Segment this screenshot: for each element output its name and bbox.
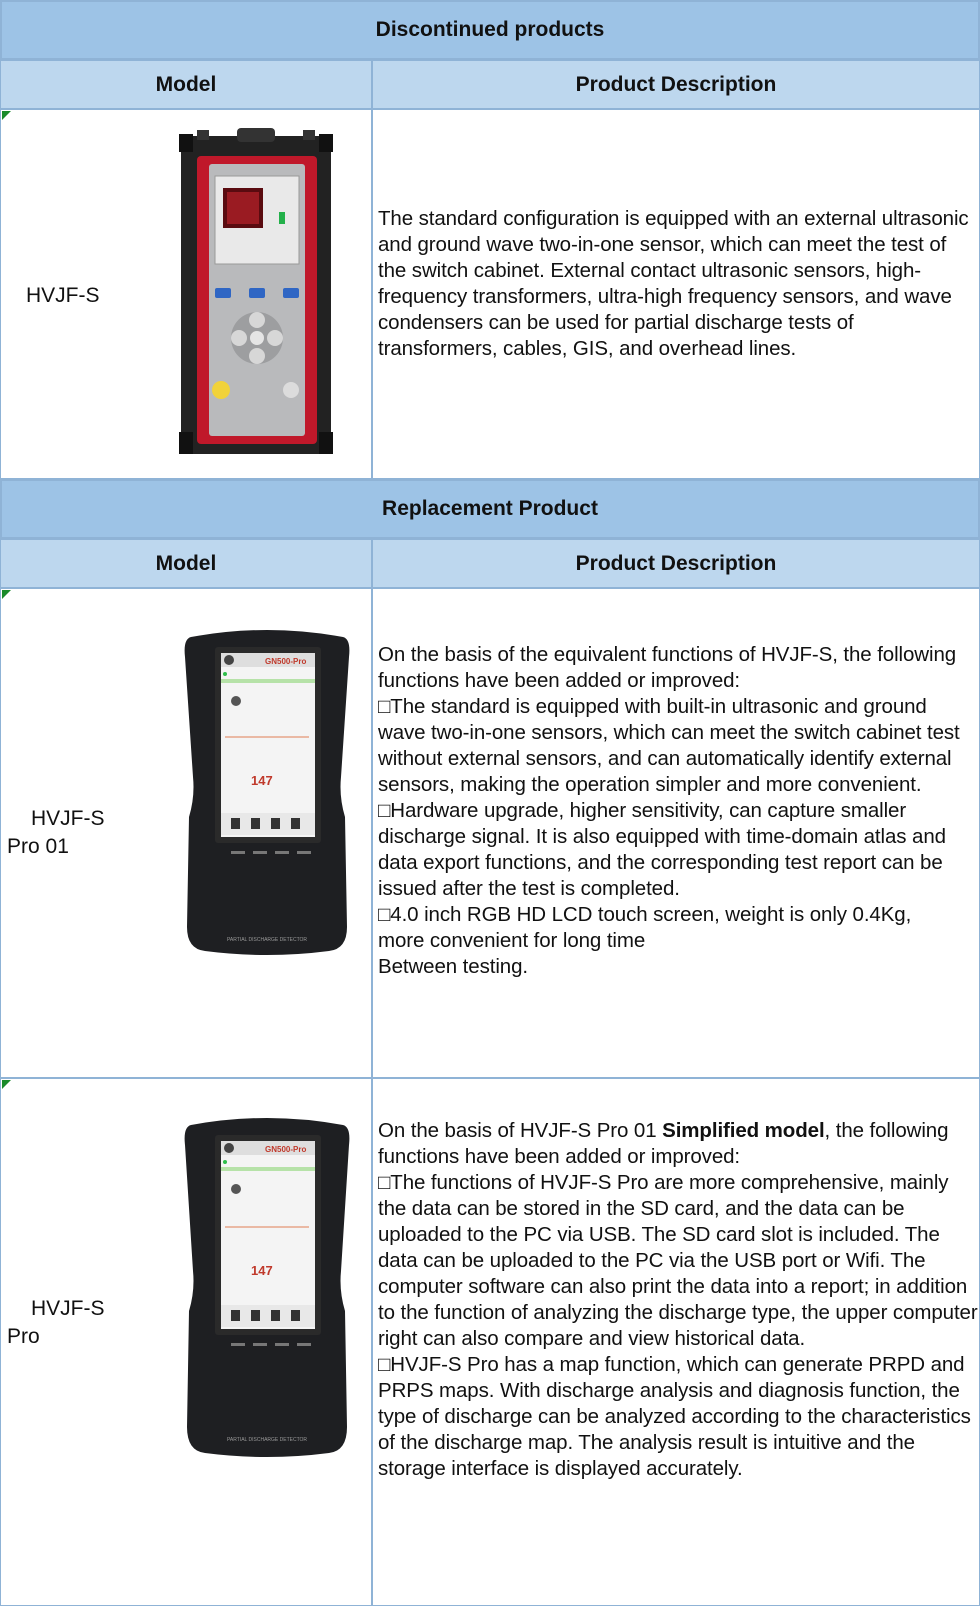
hvjf-s-pro-model-name: HVJF-S Pro <box>7 1297 105 1348</box>
hvjf-s-description-cell <box>372 109 980 479</box>
device-footer-label: PARTIAL DISCHARGE DETECTOR <box>226 1437 308 1443</box>
cell-marker-icon <box>2 590 11 599</box>
replacement-column-headers <box>0 539 980 588</box>
device-footer-label: PARTIAL DISCHARGE DETECTOR <box>226 937 308 943</box>
description-paragraph: □Hardware upgrade, higher sensitivity, can capture smaller discharge signal. It is also equipped with time-domain atlas and data export functions, and the corresponding test report can be issued after the test is completed. <box>378 799 946 900</box>
description-paragraph: □The functions of HVJF-S Pro are more comprehensive, mainly the data can be stored in the SD card, and the data can be uploaded to the PC via USB. The SD card slot is included. The data can be uploaded to the PC via the USB port or Wifi. The computer software can also print the data into a report; in addition to the function of analyzing the discharge type, the upper computer right can also compare and view historical data. <box>378 1171 978 1350</box>
cell-marker-icon <box>2 111 11 120</box>
screen-brand: GN500-Pro <box>265 657 307 666</box>
replacement-title: Replacement Product <box>382 497 598 520</box>
hvjf-s-pro-01-model-name: HVJF-S Pro 01 <box>7 807 105 858</box>
hvjf-s-model-name: HVJF-S <box>26 284 100 307</box>
description-paragraph: Between testing. <box>378 955 528 978</box>
discontinued-title: Discontinued products <box>375 18 605 41</box>
column-header-model: Model <box>0 60 372 109</box>
screen-reading: 147 <box>251 1263 273 1278</box>
description-paragraph: □The standard is equipped with built-in ultrasonic and ground wave two-in-one sensors, which can meet the switch cabinet test without external sensors, and can automatically identify external sensors, making the operation simpler and more convenient. <box>378 695 960 796</box>
hvjf-s-pro-01-description <box>373 642 963 980</box>
hvjf-s-device-image <box>179 126 333 460</box>
replacement-header <box>0 479 980 539</box>
hvjf-s-model-cell <box>0 109 372 479</box>
screen-brand: GN500-Pro <box>265 1145 307 1154</box>
hvjf-s-pro-description <box>373 1118 978 1482</box>
discontinued-column-headers <box>0 60 980 109</box>
hvjf-s-pro-01-device-image <box>181 627 353 957</box>
hvjf-s-pro-01-model-cell <box>0 588 372 1078</box>
column-header-description: Product Description <box>372 539 980 588</box>
hvjf-s-pro-device-image <box>181 1115 353 1459</box>
description-paragraph: On the basis of the equivalent functions of HVJF-S, the following functions have been added or improved: <box>378 643 957 692</box>
screen-reading: 147 <box>251 773 273 788</box>
description-intro: On the basis of HVJF-S Pro 01 Simplified model, the following functions have been added or improved: <box>378 1119 949 1168</box>
description-paragraph: □HVJF-S Pro has a map function, which can generate PRPD and PRPS maps. With discharge analysis and diagnosis function, the type of discharge can be analyzed according to the characteristics of the discharge map. The analysis result is intuitive and the storage interface is displayed accurately. <box>378 1353 971 1480</box>
hvjf-s-description: The standard configuration is equipped with an external ultrasonic and ground wave two-in-one sensor, which can meet the test of the switch cabinet. External contact ultrasonic sensors, high-frequency transformers, ultra-high frequency sensors, and wave condensers can be used for partial discharge tests of transformers, cables, GIS, and overhead lines. <box>378 207 969 360</box>
column-header-description: Product Description <box>372 60 980 109</box>
hvjf-s-pro-model-cell <box>0 1078 372 1606</box>
simplified-model-emphasis: Simplified model <box>662 1119 825 1142</box>
column-header-model: Model <box>0 539 372 588</box>
discontinued-header <box>0 0 980 60</box>
hvjf-s-pro-description-cell <box>372 1078 980 1606</box>
hvjf-s-pro-01-description-cell <box>372 588 980 1078</box>
description-paragraph: □4.0 inch RGB HD LCD touch screen, weight is only 0.4Kg, more convenient for long time <box>378 903 912 952</box>
cell-marker-icon <box>2 1080 11 1089</box>
